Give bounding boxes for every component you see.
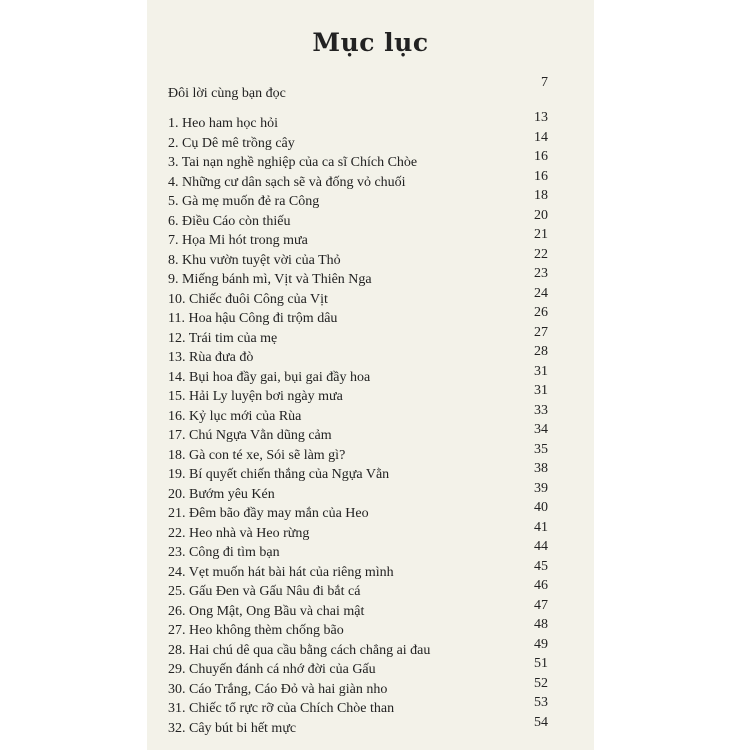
book-page [147,0,594,750]
toc-entry-label: 22. Heo nhà và Heo rừng [168,525,310,541]
toc-entry-page-number: 31 [534,383,548,398]
toc-entry [168,267,578,287]
toc-entry [168,248,578,268]
toc-entry [168,443,578,463]
toc-entry-label: 10. Chiếc đuôi Công của Vịt [168,291,328,307]
toc-entry-page-number: 41 [534,519,548,535]
toc-entry [168,657,578,677]
toc-entry-label: 28. Hai chú dê qua cầu bằng cách chẳng ai đau [168,642,431,658]
toc-entry [168,560,578,580]
toc-entry-page-number: 31 [534,363,548,379]
toc-entry-page-number: 26 [534,305,548,320]
toc-entry [168,365,578,385]
toc-entry [168,326,578,346]
toc-entry-label: 7. Họa Mi hót trong mưa [168,233,308,248]
toc-entry-page-number: 35 [534,441,548,457]
toc-entry-page-number: 38 [534,461,548,476]
toc-entry [168,696,578,716]
toc-entry-page-number: 49 [534,636,548,652]
toc-intro-label: Đôi lời cùng bạn đọc [168,86,286,101]
toc-entry-label: 13. Rùa đưa đò [168,350,254,365]
toc-entry [168,131,578,151]
toc-entry-page-number: 22 [534,246,548,262]
toc-entry-page-number: 46 [534,578,548,593]
toc-entry-label: 3. Tai nạn nghề nghiệp của ca sĩ Chích Chòe [168,155,418,170]
toc-entry-page-number: 40 [534,500,548,515]
toc-entry [168,170,578,190]
toc-entry-label: 19. Bí quyết chiến thắng của Ngựa Vằn [168,467,390,482]
toc-entry-label: 8. Khu vườn tuyệt vời của Thỏ [168,252,341,268]
toc-entry-page-number: 16 [534,168,548,184]
toc-entry-label: 32. Cây bút bi hết mực [168,720,297,736]
toc-entry-label: 17. Chú Ngựa Vằn dũng cảm [168,428,332,443]
toc-entry-label: 26. Ong Mật, Ong Bầu và chai mật [168,603,365,619]
toc-entry [168,345,578,365]
toc-entry [168,462,578,482]
toc-entry [168,599,578,619]
toc-entry-label: 18. Gà con té xe, Sói sẽ làm gì? [168,447,346,463]
toc-entry [168,540,578,560]
toc-entry-page-number: 48 [534,617,548,632]
toc-entry [168,209,578,229]
toc-entry-page-number: 13 [534,110,548,125]
toc-entry [168,501,578,521]
toc-entry-label: 20. Bướm yêu Kén [168,486,275,502]
toc-entry-page-number: 28 [534,344,548,359]
toc-entry-label: 29. Chuyến đánh cá nhớ đời của Gấu [168,662,376,677]
toc-entry [168,306,578,326]
toc-entry-page-number: 18 [534,188,548,203]
toc-entry-label: 6. Điều Cáo còn thiếu [168,213,291,229]
toc-entry-page-number: 27 [534,324,548,340]
page-title: Mục lục [312,28,429,57]
toc-entry-label: 30. Cáo Trắng, Cáo Đỏ và hai giàn nho [168,681,388,697]
toc-entry-label: 1. Heo ham học hỏi [168,116,279,131]
toc-entry-label: 27. Heo không thèm chống bão [168,623,344,638]
toc-entry [168,189,578,209]
toc-entry-page-number: 54 [534,714,548,730]
toc-entry-page-number: 24 [534,285,548,301]
toc-entry-label: 25. Gấu Đen và Gấu Nâu đi bắt cá [168,584,361,599]
toc-entry-label: 5. Gà mẹ muốn đẻ ra Công [168,194,320,209]
toc-entry-label: 15. Hải Ly luyện bơi ngày mưa [168,389,343,404]
toc-entry-page-number: 21 [534,227,548,242]
toc-entry [168,716,578,736]
toc-entry-page-number: 51 [534,656,548,671]
toc-entry [168,521,578,541]
toc-entry [168,228,578,248]
toc-entry-label: 23. Công đi tìm bạn [168,545,280,560]
toc-entry-label: 2. Cụ Dê mê trồng cây [168,135,295,151]
toc-entry-page-number: 33 [534,402,548,418]
toc-entry [168,482,578,502]
toc-entry-label: 31. Chiếc tổ rực rỡ của Chích Chòe than [168,701,395,716]
toc-entry-label: 24. Vẹt muốn hát bài hát của riêng mình [168,564,394,580]
toc-entry-label: 14. Bụi hoa đầy gai, bụi gai đầy hoa [168,369,371,385]
toc-entry [168,287,578,307]
toc-entry-page-number: 52 [534,675,548,691]
toc-entry [168,618,578,638]
toc-entry-label: 4. Những cư dân sạch sẽ và đống vỏ chuối [168,174,406,190]
toc-entry-page-number: 44 [534,539,548,554]
toc-intro-entry [168,75,578,103]
toc-entry-page-number: 16 [534,149,548,164]
toc-entry-label: 21. Đêm bão đầy may mắn của Heo [168,506,369,521]
toc-entry-label: 16. Kỷ lục mới của Rùa [168,408,302,424]
toc-entry [168,638,578,658]
toc-entry-page-number: 53 [534,695,548,710]
toc-entry-page-number: 34 [534,422,548,437]
toc-entry-page-number: 47 [534,597,548,613]
toc-entry [168,384,578,404]
toc-entry [168,677,578,697]
toc-entry-page-number: 39 [534,480,548,496]
toc-entry [168,111,578,131]
toc-entry [168,150,578,170]
toc-intro-page-number: 7 [541,75,548,90]
toc-entry-page-number: 45 [534,558,548,574]
table-of-contents [168,111,578,735]
toc-entry-label: 9. Miếng bánh mì, Vịt và Thiên Nga [168,272,372,287]
toc-entry [168,404,578,424]
toc-entry [168,423,578,443]
toc-entry-label: 12. Trái tim của mẹ [168,330,278,346]
toc-entry [168,579,578,599]
toc-entry-page-number: 23 [534,266,548,281]
toc-entry-label: 11. Hoa hậu Công đi trộm dâu [168,311,338,326]
toc-entry-page-number: 20 [534,207,548,223]
toc-entry-page-number: 14 [534,129,548,145]
